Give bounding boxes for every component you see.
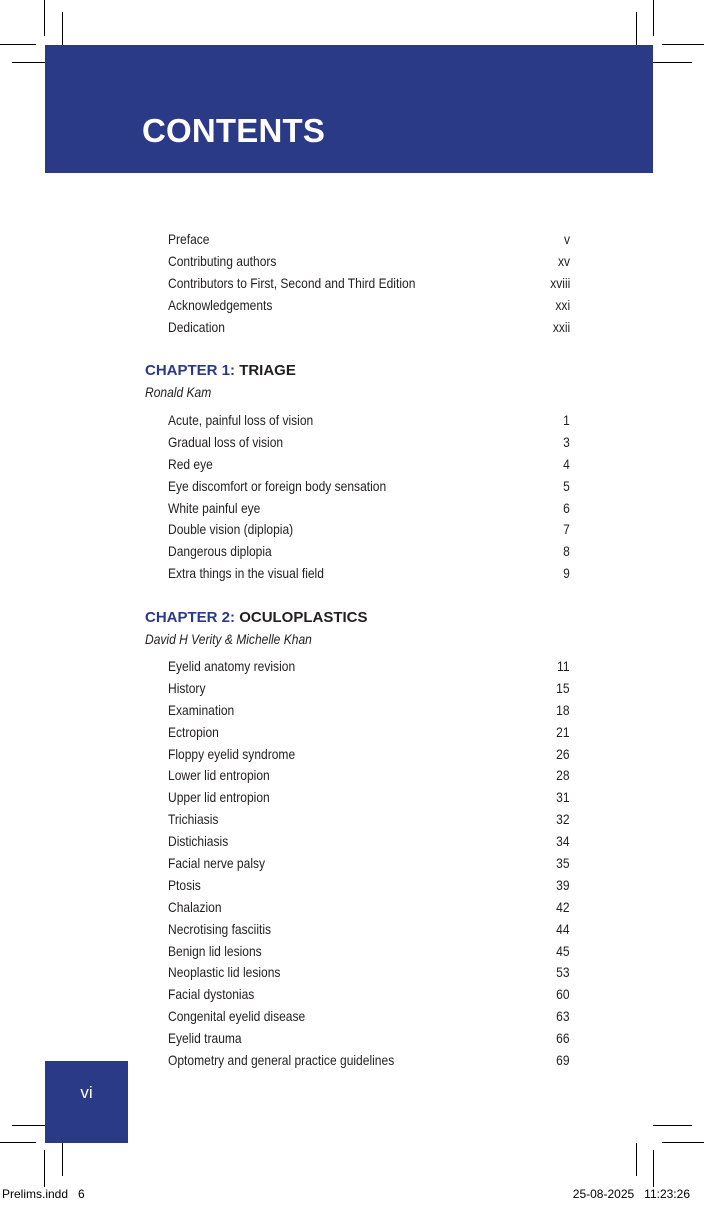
toc-entry-page: xxii xyxy=(552,318,570,335)
crop-mark xyxy=(12,1125,45,1126)
crop-mark xyxy=(62,12,63,45)
toc-entry-page: 39 xyxy=(556,876,570,893)
chapter-2-author: David H Verity & Michelle Khan xyxy=(145,631,312,647)
toc-entry-title: Ectropion xyxy=(168,723,219,740)
toc-entry-title: Contributors to First, Second and Third Edition xyxy=(168,274,416,291)
toc-entry-page: 15 xyxy=(556,679,570,696)
toc-entry-page: 21 xyxy=(556,723,570,740)
toc-entry-page: 32 xyxy=(556,811,570,828)
crop-mark xyxy=(0,1142,36,1143)
page-number: vi xyxy=(80,1083,93,1102)
toc-entry-page: 4 xyxy=(563,455,570,472)
crop-mark xyxy=(44,0,45,36)
toc-entry[interactable] xyxy=(168,787,570,809)
chapter-name: OCULOPLASTICS xyxy=(239,609,368,626)
toc-entry-title: Chalazion xyxy=(168,898,222,915)
toc-entry[interactable] xyxy=(168,519,570,541)
toc-entry-title: Acknowledgements xyxy=(168,296,273,313)
toc-entry[interactable] xyxy=(168,984,570,1006)
toc-entry[interactable] xyxy=(168,919,570,941)
toc-entry[interactable] xyxy=(168,1006,570,1028)
toc-entry-title: Acute, painful loss of vision xyxy=(168,412,314,428)
toc-entry-page: 6 xyxy=(563,499,570,516)
toc-entry-page: 69 xyxy=(556,1052,570,1069)
toc-entry[interactable] xyxy=(168,410,570,432)
toc-entry-page: 53 xyxy=(556,964,570,981)
toc-entry-title: Dedication xyxy=(168,318,225,335)
chapter-2-heading xyxy=(145,609,368,626)
toc-entry-title: Eyelid trauma xyxy=(168,1030,242,1047)
crop-mark xyxy=(653,1150,654,1187)
toc-entry-page: 18 xyxy=(556,701,570,718)
toc-entry-title: Facial dystonias xyxy=(168,986,255,1003)
toc-entry-page: 66 xyxy=(556,1030,570,1047)
toc-entry-page: 60 xyxy=(556,986,570,1003)
toc-entry[interactable] xyxy=(168,251,570,273)
toc-entry[interactable] xyxy=(168,656,570,678)
front-matter-list xyxy=(168,229,570,338)
toc-entry-page: 9 xyxy=(563,565,570,582)
toc-entry[interactable] xyxy=(168,809,570,831)
crop-mark xyxy=(636,1143,637,1176)
toc-entry-page: 34 xyxy=(556,833,570,850)
page-title: CONTENTS xyxy=(142,112,326,149)
crop-mark xyxy=(44,1150,45,1187)
toc-entry[interactable] xyxy=(168,1050,570,1072)
toc-entry-page: 1 xyxy=(563,412,570,428)
toc-entry[interactable] xyxy=(168,962,570,984)
toc-entry[interactable] xyxy=(168,1028,570,1050)
toc-entry[interactable] xyxy=(168,317,570,339)
toc-entry[interactable] xyxy=(168,897,570,919)
toc-entry[interactable] xyxy=(168,273,570,295)
crop-mark xyxy=(653,0,654,36)
header-banner xyxy=(45,45,653,173)
toc-entry-title: Preface xyxy=(168,231,210,247)
toc-entry[interactable] xyxy=(168,295,570,317)
toc-entry[interactable] xyxy=(168,744,570,766)
slug-file: Prelims.indd 6 xyxy=(2,1187,85,1201)
toc-entry[interactable] xyxy=(168,678,570,700)
toc-entry[interactable] xyxy=(168,454,570,476)
toc-entry-page: xviii xyxy=(549,274,570,291)
toc-entry-title: Red eye xyxy=(168,455,213,472)
toc-entry-page: 45 xyxy=(556,942,570,959)
toc-entry-title: Lower lid entropion xyxy=(168,767,270,784)
crop-mark xyxy=(662,1142,704,1143)
toc-entry-page: 31 xyxy=(556,789,570,806)
toc-entry-title: Eye discomfort or foreign body sensation xyxy=(168,477,387,494)
chapter-2-list xyxy=(168,656,570,1072)
slug-date: 25-08-2025 11:23:26 xyxy=(572,1187,690,1201)
toc-entry-page: 3 xyxy=(563,433,570,450)
toc-entry-title: Floppy eyelid syndrome xyxy=(168,745,296,762)
toc-entry-title: Dangerous diplopia xyxy=(168,543,272,560)
toc-entry-page: 11 xyxy=(557,658,570,674)
toc-entry-title: Double vision (diplopia) xyxy=(168,521,294,538)
toc-entry-page: xv xyxy=(557,252,570,269)
toc-entry-page: 26 xyxy=(556,745,570,762)
toc-entry-page: 63 xyxy=(556,1008,570,1025)
toc-entry-title: Examination xyxy=(168,701,235,718)
toc-entry-title: Congenital eyelid disease xyxy=(168,1008,306,1025)
toc-entry[interactable] xyxy=(168,722,570,744)
toc-entry-title: Ptosis xyxy=(168,876,201,893)
toc-entry-title: Gradual loss of vision xyxy=(168,433,284,450)
toc-entry[interactable] xyxy=(168,765,570,787)
toc-entry-title: Extra things in the visual field xyxy=(168,565,324,582)
toc-entry-title: Facial nerve palsy xyxy=(168,855,266,872)
toc-entry[interactable] xyxy=(168,700,570,722)
toc-entry-title: Distichiasis xyxy=(168,833,229,850)
toc-entry[interactable] xyxy=(168,853,570,875)
toc-entry[interactable] xyxy=(168,563,570,585)
toc-entry-title: Upper lid entropion xyxy=(168,789,270,806)
crop-mark xyxy=(0,44,36,45)
chapter-1-heading xyxy=(145,362,296,379)
chapter-number: CHAPTER 2: xyxy=(145,609,236,626)
toc-entry[interactable] xyxy=(168,476,570,498)
chapter-name: TRIAGE xyxy=(239,362,296,379)
chapter-1-author: Ronald Kam xyxy=(145,384,212,400)
toc-entry-page: 35 xyxy=(556,855,570,872)
toc-entry-title: White painful eye xyxy=(168,499,261,516)
toc-entry[interactable] xyxy=(168,229,570,251)
toc-entry[interactable] xyxy=(168,541,570,563)
chapter-number: CHAPTER 1: xyxy=(145,362,236,379)
toc-entry[interactable] xyxy=(168,875,570,897)
toc-entry-title: Benign lid lesions xyxy=(168,942,262,959)
toc-entry-page: v xyxy=(563,231,570,247)
toc-entry-title: Trichiasis xyxy=(168,811,219,828)
toc-entry-title: Optometry and general practice guidelines xyxy=(168,1052,395,1069)
crop-mark xyxy=(653,1125,692,1126)
toc-entry[interactable] xyxy=(168,831,570,853)
toc-entry-title: Neoplastic lid lesions xyxy=(168,964,281,981)
toc-entry[interactable] xyxy=(168,432,570,454)
toc-entry-page: 7 xyxy=(563,521,570,538)
toc-entry-page: 8 xyxy=(563,543,570,560)
toc-entry-page: 5 xyxy=(563,477,570,494)
toc-entry-title: History xyxy=(168,679,206,696)
toc-entry-page: 28 xyxy=(556,767,570,784)
toc-entry[interactable] xyxy=(168,941,570,963)
chapter-1-list xyxy=(168,410,570,585)
toc-entry-title: Contributing authors xyxy=(168,252,277,269)
crop-mark xyxy=(636,12,637,45)
toc-entry-title: Necrotising fasciitis xyxy=(168,920,272,937)
folio-box xyxy=(45,1061,128,1143)
toc-entry[interactable] xyxy=(168,498,570,520)
crop-mark xyxy=(653,62,692,63)
crop-mark xyxy=(662,44,704,45)
crop-mark xyxy=(62,1143,63,1176)
crop-mark xyxy=(12,62,45,63)
toc-entry-page: 44 xyxy=(556,920,570,937)
toc-entry-page: xxi xyxy=(555,296,570,313)
toc-entry-title: Eyelid anatomy revision xyxy=(168,658,296,674)
toc-entry-page: 42 xyxy=(556,898,570,915)
